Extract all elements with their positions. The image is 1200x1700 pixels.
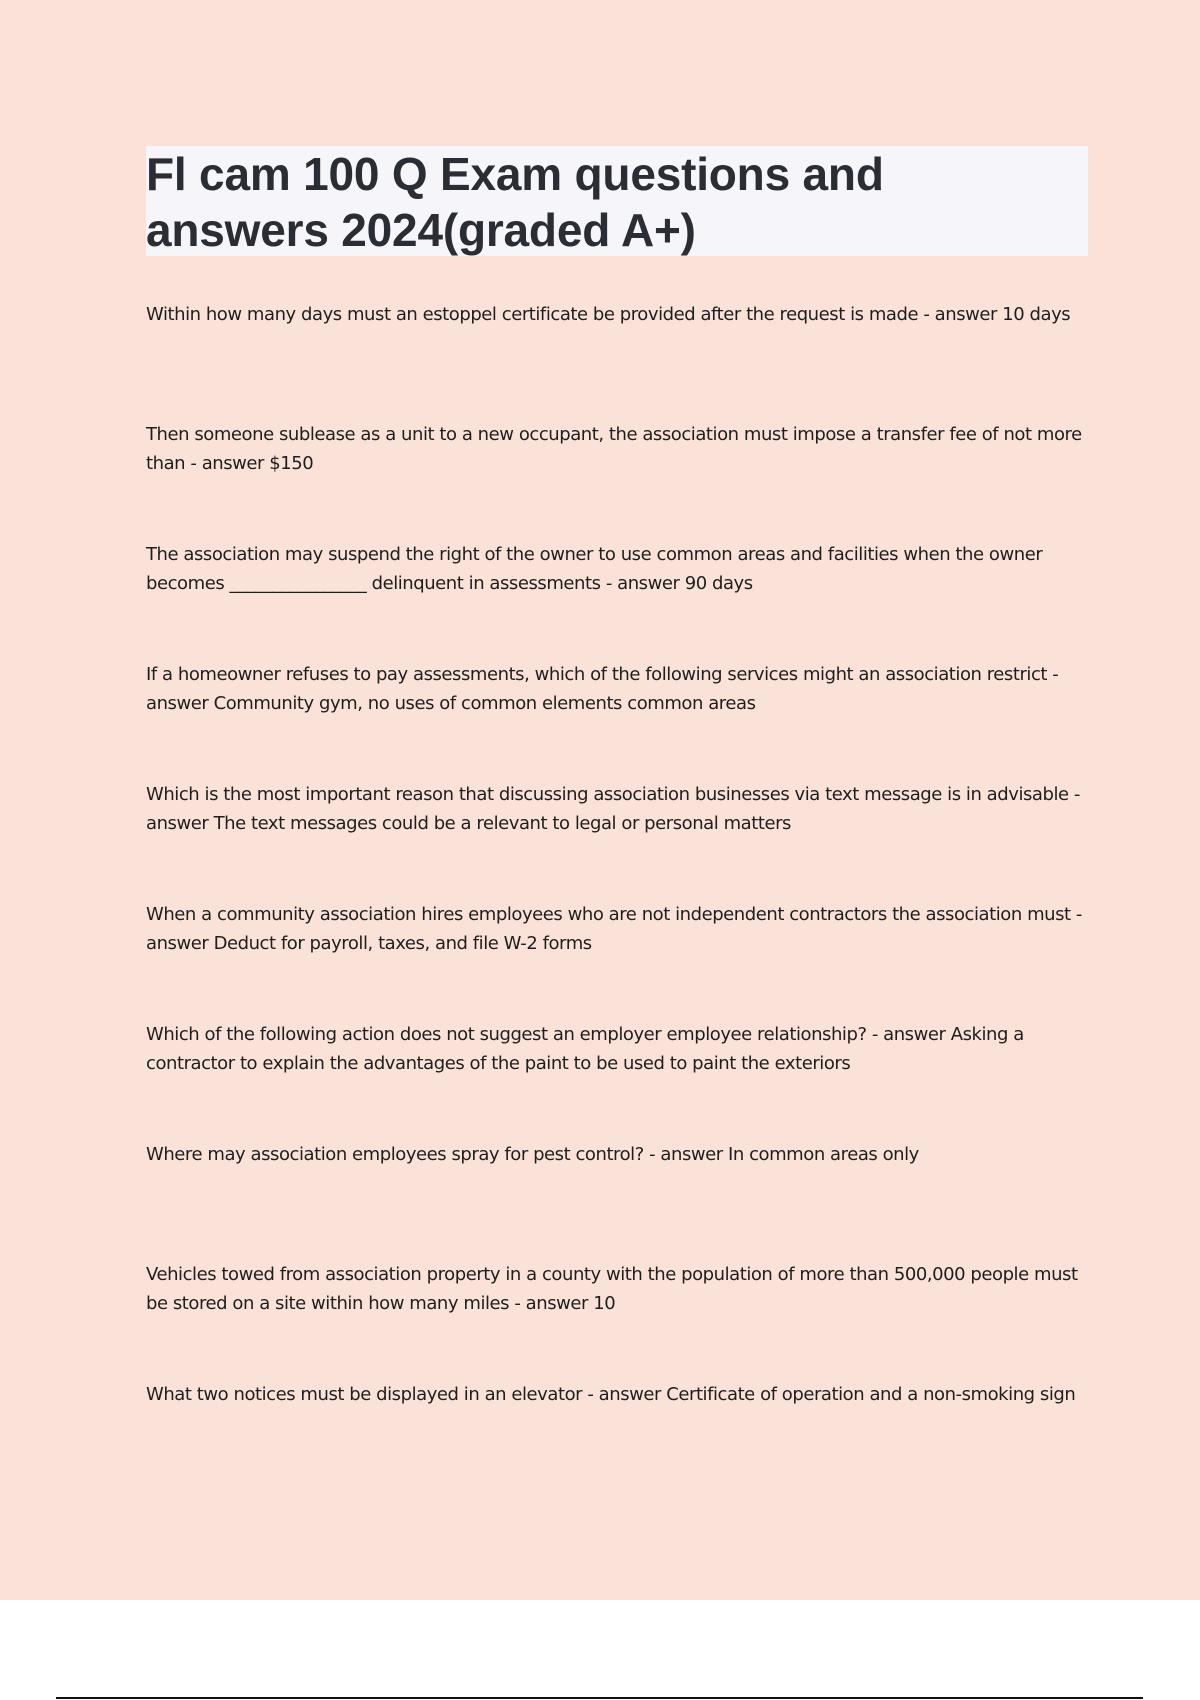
question-answer-text: Where may association employees spray for pest control? - answer In common areas only [146,1144,919,1165]
question-answer-item [146,660,1091,780]
question-answer-text: Then someone sublease as a unit to a new occupant, the association must impose a transfer fee of not more than - answer $150 [146,424,1082,474]
question-answer-item [146,1020,1091,1140]
question-answer-text: Vehicles towed from association property in a county with the population of more than 500,000 people must be stored on a site within how many miles - answer 10 [146,1264,1078,1314]
question-answer-item [146,540,1091,660]
footer-divider [56,1697,1143,1699]
question-answer-item [146,420,1091,540]
question-answer-item [146,900,1091,1020]
question-answer-text: The association may suspend the right of the owner to use common areas and facilities when the owner becomes ________________ delinquent in assessments - answer 90 days [146,544,1043,594]
question-answer-text: If a homeowner refuses to pay assessments, which of the following services might an association restrict - answer Community gym, no uses of common elements common areas [146,664,1059,714]
question-answer-item [146,1380,1091,1500]
question-answer-item [146,300,1091,420]
question-answer-item [146,780,1091,900]
question-answer-text: Which of the following action does not suggest an employer employee relationship? - answer Asking a contractor to explain the advantages of the paint to be used to paint the exteriors [146,1024,1024,1074]
question-answer-text: Which is the most important reason that discussing association businesses via text message is in advisable - answer The text messages could be a relevant to legal or personal matters [146,784,1080,834]
document-title: Fl cam 100 Q Exam questions and answers 2024(graded A+) [146,148,884,256]
question-answer-text: When a community association hires employees who are not independent contractors the association must - answer Deduct for payroll, taxes, and file W-2 forms [146,904,1082,954]
question-answer-text: What two notices must be displayed in an elevator - answer Certificate of operation and a non-smoking sign [146,1384,1076,1405]
title-block [146,146,1088,256]
question-list [146,300,1091,1500]
question-answer-item [146,1140,1091,1260]
question-answer-text: Within how many days must an estoppel certificate be provided after the request is made - answer 10 days [146,304,1071,325]
question-answer-item [146,1260,1091,1380]
